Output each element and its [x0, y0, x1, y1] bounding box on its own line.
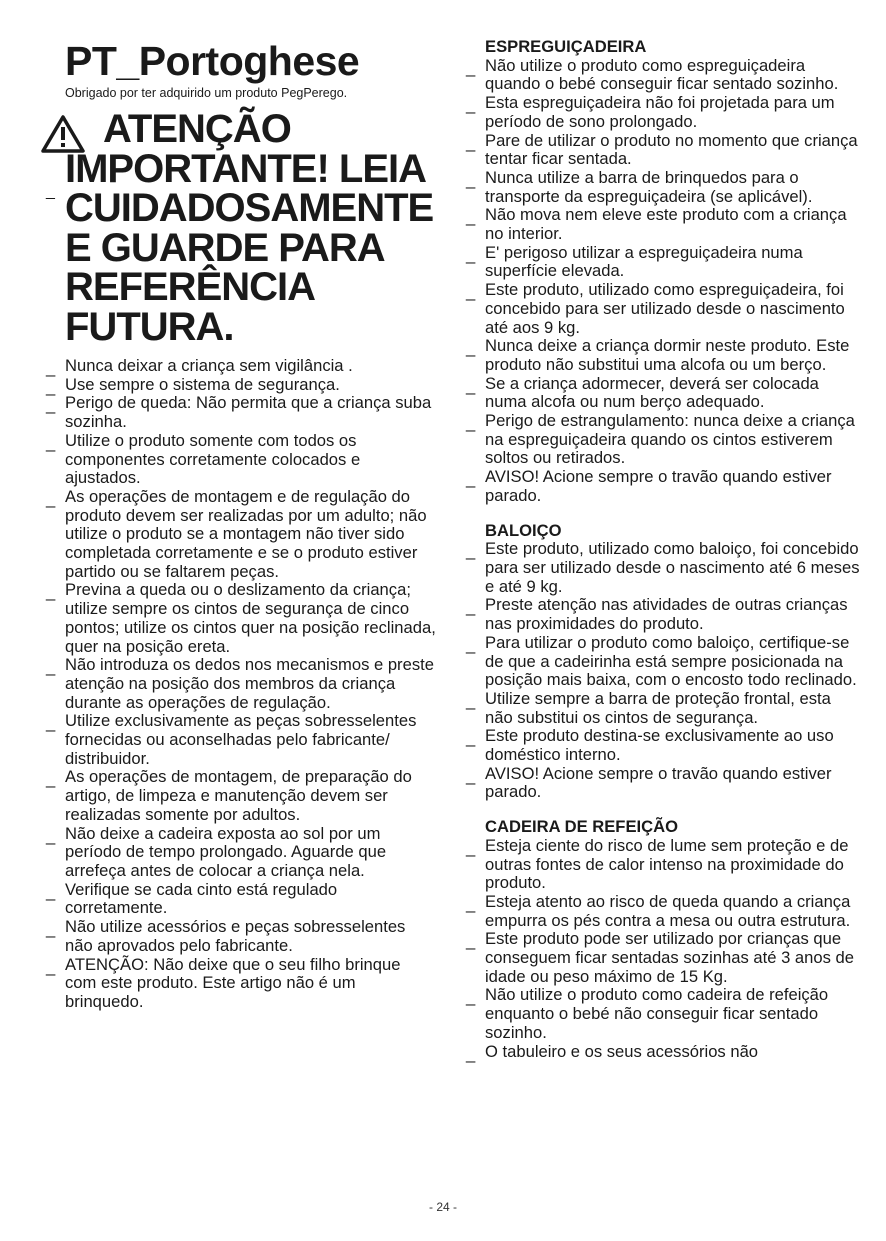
list-dash: _: [466, 765, 476, 785]
list-dash: _: [466, 1043, 476, 1063]
list-item-text: Este produto destina-se exclusivamente ao uso doméstico interno.: [485, 726, 834, 765]
list-item: [466, 596, 860, 633]
left-column: [46, 38, 436, 1012]
list-dash: _: [466, 690, 476, 710]
list-item-text: Nunca deixe a criança dormir neste produto. Este produto não substitui uma alcofa ou um berço.: [485, 336, 850, 374]
list-item-text: Para utilizar o produto como baloiço, certifique-se de que a cadeirinha está sempre posicionada na posição mais baixa, com o encosto todo reclinado.: [485, 632, 857, 690]
list-dash: _: [466, 469, 476, 489]
list-dash: _: [466, 413, 476, 433]
list-dash: _: [46, 358, 56, 377]
right-column: [466, 38, 860, 1061]
list-dash: _: [466, 207, 476, 227]
list-item-text: Perigo de queda: Não permita que a criança suba sozinha.: [65, 393, 432, 432]
list-dash: _: [466, 728, 476, 748]
list-dash: _: [46, 183, 54, 200]
list-item-text: Esta espreguiçadeira não foi projetada para um período de sono prolongado.: [485, 93, 835, 131]
list-item-text: Verifique se cada cinto está regulado corretamente.: [65, 879, 338, 918]
list-item: [466, 337, 860, 374]
list-dash: _: [46, 657, 56, 677]
list-item-text: Use sempre o sistema de segurança.: [65, 374, 340, 394]
subtitle: Obrigado por ter adquirido um produto PegPerego.: [65, 86, 348, 100]
list-item: [466, 468, 860, 505]
list-item-text: E' perigoso utilizar a espreguiçadeira numa superfície elevada.: [485, 242, 803, 281]
list-item-text: Este produto pode ser utilizado por crianças que conseguem ficar sentadas sozinhas até 3 anos de idade ou peso máximo de 15 Kg.: [485, 929, 854, 986]
list-item-text: Não deixe a cadeira exposta ao sol por um período de tempo prolongado. Aguarde que arrefeça antes de colocar a criança nela.: [65, 823, 387, 880]
list-item: [466, 169, 860, 206]
list-dash: _: [46, 881, 56, 901]
list-item: [46, 881, 436, 918]
list-item-text: O tabuleiro e os seus acessórios não: [485, 1041, 759, 1061]
list-dash: _: [466, 95, 476, 115]
list-dash: _: [466, 597, 476, 617]
list-dash: _: [466, 893, 476, 913]
list-dash: _: [466, 338, 476, 358]
section-heading: CADEIRA DE REFEIÇÃO: [485, 817, 678, 837]
list-item-text: Preste atenção nas atividades de outras crianças nas proximidades do produto.: [485, 595, 848, 634]
list-item: [466, 986, 860, 1042]
list-dash: _: [466, 57, 476, 77]
list-item: [46, 432, 436, 488]
list-item: [466, 540, 860, 596]
list-item-text: Perigo de estrangulamento: nunca deixe a criança na espreguiçadeira quando os cintos estiverem soltos ou retirados.: [485, 411, 855, 468]
list-item: [466, 132, 860, 169]
list-item-text: Não introduza os dedos nos mecanismos e preste atenção na posição dos membros da criança durante as operações de regulação.: [65, 655, 434, 712]
list-item-text: Se a criança adormecer, deverá ser colocada numa alcofa ou num berço adequado.: [485, 373, 819, 412]
list-item: [466, 634, 860, 690]
list-item: [46, 488, 436, 582]
list-item-text: Esteja ciente do risco de lume sem proteção e de outras fontes de calor intenso na proximidade do produto.: [485, 835, 849, 893]
list-item-text: ATENÇÃO: Não deixe que o seu filho brinque com este produto. Este artigo não é um brinquedo.: [65, 954, 401, 1011]
list-dash: _: [46, 395, 56, 415]
list-item-text: Não utilize acessórios e peças sobresselentes não aprovados pelo fabricante.: [65, 917, 406, 955]
list-item: [46, 712, 436, 768]
page-title: PT_Portoghese: [65, 38, 360, 84]
warning-text: ATENÇÃO IMPORTANTE! LEIA CUIDADOSAMENTE E GUARDE PARA REFERÊNCIA FUTURA.: [65, 107, 434, 349]
list-item: [46, 357, 436, 376]
section-gap: [466, 506, 860, 522]
list-item: [466, 375, 860, 412]
general-warnings-list: [46, 357, 436, 1012]
list-dash: _: [46, 582, 56, 602]
list-item-text: As operações de montagem, de preparação do artigo, de limpeza e manutenção devem ser realizadas somente por adultos.: [65, 767, 412, 824]
list-item: [466, 727, 860, 764]
list-item-text: Pare de utilizar o produto no momento que criança tentar ficar sentada.: [485, 130, 858, 169]
list-item: [466, 1043, 860, 1062]
list-item: [46, 376, 436, 395]
page-number: - 24 -: [428, 1200, 457, 1214]
list-item-text: As operações de montagem e de regulação do produto devem ser realizadas por um adulto; não utilize o produto se a montagem não tiver sido completada corretamente e se o produto estiver partido ou se faltarem peças.: [65, 486, 427, 581]
list-dash: _: [46, 956, 56, 976]
list-dash: _: [466, 244, 476, 264]
list-item-text: Não mova nem eleve este produto com a criança no interior.: [485, 205, 847, 244]
list-item: [466, 244, 860, 281]
list-item-text: AVISO! Acione sempre o travão quando estiver parado.: [485, 763, 832, 802]
list-dash: _: [46, 769, 56, 789]
list-item-text: Utilize exclusivamente as peças sobresselentes fornecidas ou aconselhadas pelo fabricante/ distribuidor.: [65, 711, 417, 768]
list-item: [46, 825, 436, 881]
list-dash: _: [46, 919, 56, 939]
list-item: [466, 57, 860, 94]
list-dash: _: [46, 432, 56, 452]
list-item: [46, 918, 436, 955]
section-list: [466, 540, 860, 802]
list-item: [466, 930, 860, 986]
list-dash: _: [466, 837, 476, 857]
list-dash: _: [466, 282, 476, 302]
list-dash: _: [46, 825, 56, 845]
list-item: [466, 206, 860, 243]
list-item: [466, 837, 860, 893]
important-warning: [46, 107, 436, 349]
list-item-text: Esteja atento ao risco de queda quando a criança empurra os pés contra a mesa ou outra estrutura.: [485, 891, 851, 930]
section-heading: ESPREGUIÇADEIRA: [485, 37, 647, 56]
list-dash: _: [466, 987, 476, 1007]
list-item-text: Utilize sempre a barra de proteção frontal, esta não substitui os cintos de segurança.: [485, 688, 831, 727]
list-item-text: AVISO! Acione sempre o travão quando estiver parado.: [485, 467, 832, 505]
section-gap: [466, 802, 860, 818]
section-list: [466, 837, 860, 1061]
list-dash: _: [466, 132, 476, 152]
list-item: [46, 768, 436, 824]
list-item: [466, 281, 860, 337]
list-item-text: Este produto, utilizado como espreguiçadeira, foi concebido para ser utilizado desde o nascimento até aos 9 kg.: [485, 280, 845, 337]
list-dash: _: [46, 376, 56, 396]
list-item: [46, 956, 436, 1012]
list-item-text: Nunca utilize a barra de brinquedos para o transporte da espreguiçadeira (se aplicável).: [485, 167, 813, 206]
section-list: [466, 57, 860, 506]
list-item: [466, 94, 860, 131]
list-item-text: Não utilize o produto como espreguiçadeira quando o bebé conseguir ficar sentado sozinho.: [485, 55, 839, 94]
list-item-text: Nunca deixar a criança sem vigilância .: [65, 356, 353, 375]
list-dash: _: [46, 713, 56, 733]
list-dash: _: [466, 169, 476, 189]
list-dash: _: [466, 634, 476, 654]
sections: [466, 38, 860, 1061]
list-item: [46, 656, 436, 712]
list-dash: _: [466, 541, 476, 561]
list-item: [46, 394, 436, 431]
list-item-text: Utilize o produto somente com todos os componentes corretamente colocados e ajustados.: [65, 430, 361, 488]
list-dash: _: [46, 488, 56, 508]
list-item: [466, 893, 860, 930]
warning-triangle-icon: [40, 114, 86, 154]
list-item-text: Previna a queda ou o deslizamento da criança; utilize sempre os cintos de segurança de cinco pontos; utilize os cintos quer na posição reclinada, quer na posição ereta.: [65, 580, 436, 656]
section-heading: BALOIÇO: [485, 520, 562, 540]
list-item: [46, 581, 436, 656]
list-item: [466, 690, 860, 727]
list-item-text: Este produto, utilizado como baloiço, foi concebido para ser utilizado desde o nascimento até 6 meses e até 9 kg.: [485, 539, 860, 596]
list-dash: _: [466, 931, 476, 951]
list-item: [466, 765, 860, 802]
list-dash: _: [466, 375, 476, 395]
list-item: [466, 412, 860, 468]
list-item-text: Não utilize o produto como cadeira de refeição enquanto o bebé não conseguir ficar sentado sozinho.: [485, 985, 829, 1042]
